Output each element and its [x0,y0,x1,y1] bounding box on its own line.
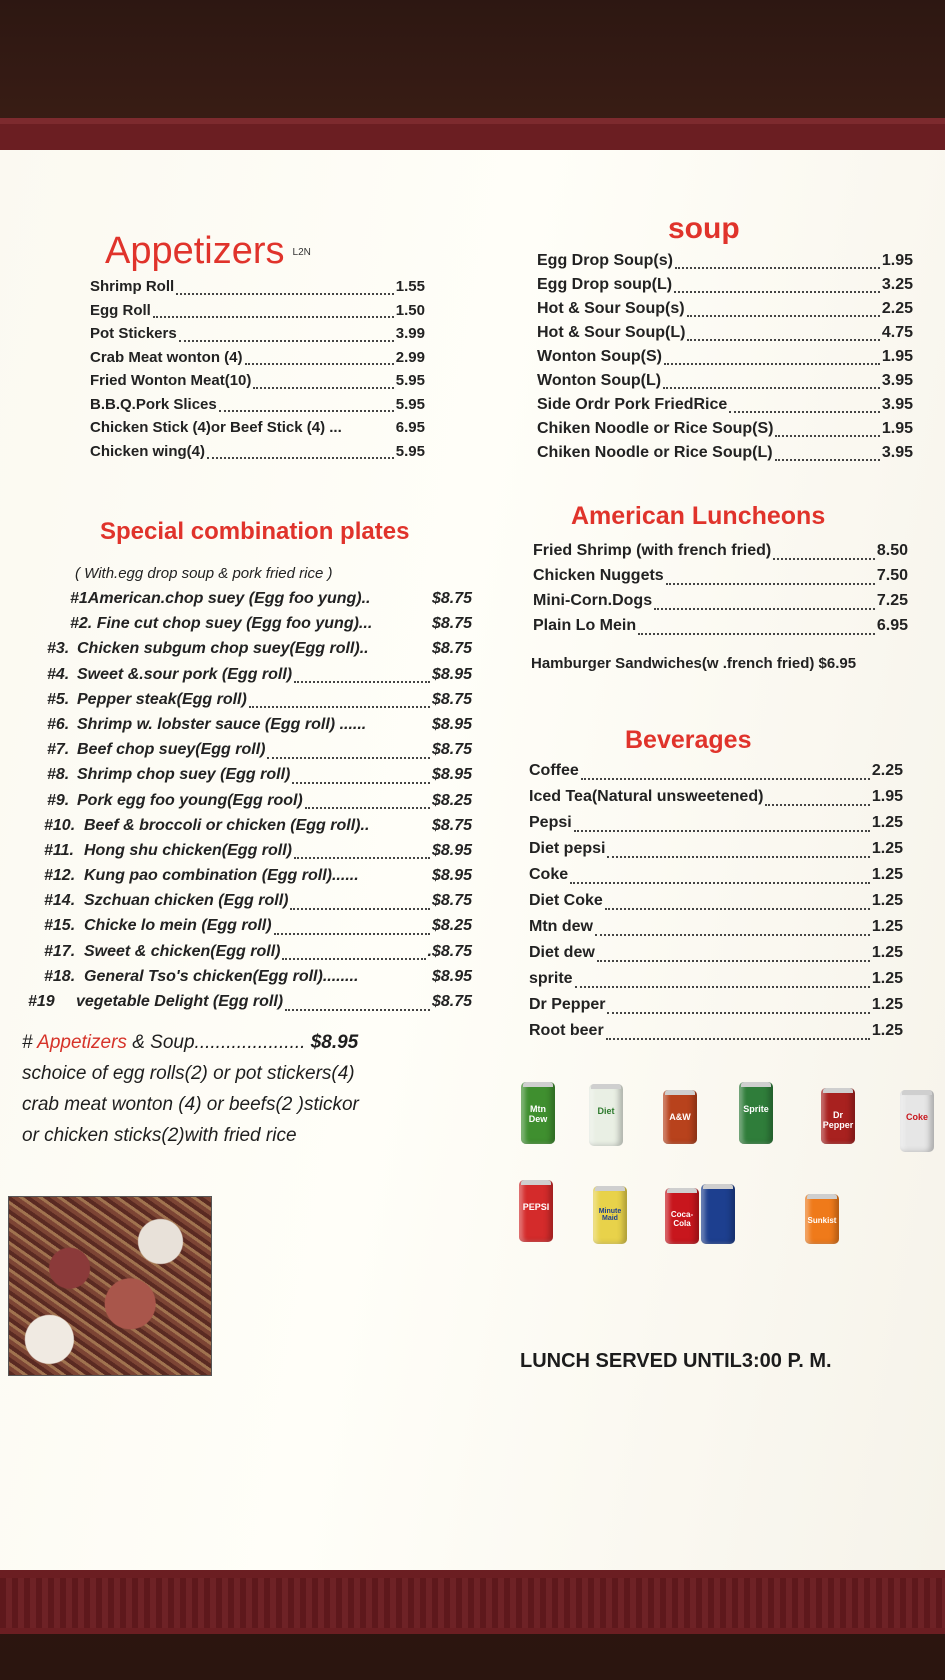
list-item: #2. Fine cut chop suey (Egg foo yung)... $8.75 [70,615,472,633]
list-item: Iced Tea(Natural unsweetened) 1.95 [529,788,903,805]
list-item: #1American.chop suey (Egg foo yung).. $8.75 [70,590,472,607]
diet-mtn-dew-can-icon: Diet [589,1084,623,1146]
root-beer-can-icon: A&W [663,1090,697,1144]
list-item: #8. Shrimp chop suey (Egg roll) $8.95 [47,766,472,784]
list-item: Coke 1.25 [529,866,903,883]
dr-pepper-can-icon: Dr Pepper [821,1088,855,1144]
list-item: #5. Pepper steak(Egg roll) $8.75 [47,690,472,708]
list-item: #19 vegetable Delight (Egg roll) $8.75 [28,993,472,1010]
menu-page [0,150,945,1570]
list-item: #18. General Tso's chicken(Egg roll)........ $8.95 [44,967,472,985]
list-item: #14. Szchuan chicken (Egg roll) $8.75 [44,892,472,910]
list-item: Fried Wonton Meat(10) 5.95 [90,372,425,389]
soup-list [537,252,913,468]
list-item: Wonton Soup(S) 1.95 [537,348,913,365]
diet-coke-can-icon: Coke [900,1090,934,1152]
food-photo [8,1196,212,1376]
mtn-dew-can-icon: Mtn Dew [521,1082,555,1144]
beverages-heading: Beverages [625,726,752,754]
lemonade-can-icon: Minute Maid [593,1186,627,1244]
list-item: Chicken wing(4) 5.95 [90,442,425,460]
coca-cola-can-icon: Coca-Cola [665,1188,699,1244]
list-item: Egg Drop soup(L) 3.25 [537,276,913,293]
combo-line: or chicken sticks(2)with fried rice [22,1125,297,1146]
sunkist-can-icon: Sunkist [805,1194,839,1244]
appetizer-soup-combo [22,1027,482,1151]
combo-heading: # Appetizers & Soup..................... $8.95 [22,1032,359,1053]
menu-folder-edge [0,1578,945,1628]
list-item: Wonton Soup(L) 3.95 [537,372,913,389]
list-item: #15. Chicke lo mein (Egg roll) $8.25 [44,917,472,935]
list-item: Chicken Nuggets 7.50 [533,567,908,584]
list-item: Mini-Corn.Dogs 7.25 [533,592,908,609]
list-item: Hot & Sour Soup(s) 2.25 [537,300,913,317]
list-item: Pot Stickers 3.99 [90,325,425,342]
list-item: Coffee 2.25 [529,762,903,779]
soup-heading: soup [668,212,740,245]
list-item: #17. Sweet & chicken(Egg roll) .$8.75 [44,942,472,960]
list-item: #11. Hong shu chicken(Egg roll) $8.95 [44,841,472,859]
list-item: Diet Coke 1.25 [529,892,903,909]
american-luncheons-list [533,542,908,642]
combination-note: ( With.egg drop soup & pork fried rice ) [75,565,333,582]
list-item: Diet dew 1.25 [529,944,903,961]
list-item: Side Ordr Pork FriedRice 3.95 [537,396,913,413]
list-item: Diet pepsi 1.25 [529,840,903,857]
list-item: Crab Meat wonton (4) 2.99 [90,348,425,366]
list-item: #4. Sweet &.sour pork (Egg roll) $8.95 [47,665,472,683]
appetizers-code: L2N [292,247,311,259]
appetizers-list [90,278,425,466]
list-item: #7. Beef chop suey(Egg roll) $8.75 [47,741,472,759]
list-item: #9. Pork egg foo young(Egg rool) $8.25 [47,791,472,809]
list-item: B.B.Q.Pork Slices 5.95 [90,395,425,413]
list-item: sprite 1.25 [529,970,903,987]
american-luncheons-heading: American Luncheons [571,502,826,530]
list-item: Egg Drop Soup(s) 1.95 [537,252,913,269]
combo-line: crab meat wonton (4) or beefs(2 )stickor [22,1094,359,1115]
beverages-list [529,762,903,1048]
list-item: Shrimp Roll 1.55 [90,278,425,295]
list-item: Chicken Stick (4)or Beef Stick (4) ... 6.95 [90,419,425,436]
list-item: Root beer 1.25 [529,1022,903,1039]
special-combination-heading: Special combination plates [100,518,410,545]
diet-pepsi-can-icon [701,1184,735,1244]
lunch-hours-note: LUNCH SERVED UNTIL3:00 P. M. [520,1350,832,1372]
combo-line: schoice of egg rolls(2) or pot stickers(4) [22,1063,355,1084]
list-item: #3. Chicken subgum chop suey(Egg roll).. $8.75 [47,640,472,658]
list-item: #6. Shrimp w. lobster sauce (Egg roll) ...... $8.95 [47,715,472,733]
pepsi-can-icon: PEPSI [519,1180,553,1242]
list-item: Dr Pepper 1.25 [529,996,903,1013]
list-item: #10. Beef & broccoli or chicken (Egg roll).. $8.75 [44,816,472,834]
combination-list [22,590,472,1018]
list-item: Chiken Noodle or Rice Soup(L) 3.95 [537,444,913,461]
list-item: Chiken Noodle or Rice Soup(S) 1.95 [537,420,913,437]
hamburger-item: Hamburger Sandwiches(w .french fried) $6.95 [531,655,857,672]
appetizers-heading: Appetizers L2N [105,230,311,272]
list-item: Plain Lo Mein 6.95 [533,617,908,634]
list-item: Fried Shrimp (with french fried) 8.50 [533,542,908,559]
list-item: Egg Roll 1.50 [90,301,425,319]
list-item: Hot & Sour Soup(L) 4.75 [537,324,913,341]
list-item: Mtn dew 1.25 [529,918,903,935]
list-item: Pepsi 1.25 [529,814,903,831]
list-item: #12. Kung pao combination (Egg roll)...... $8.95 [44,867,472,885]
sprite-can-icon: Sprite [739,1082,773,1144]
soda-cans [515,1082,935,1282]
